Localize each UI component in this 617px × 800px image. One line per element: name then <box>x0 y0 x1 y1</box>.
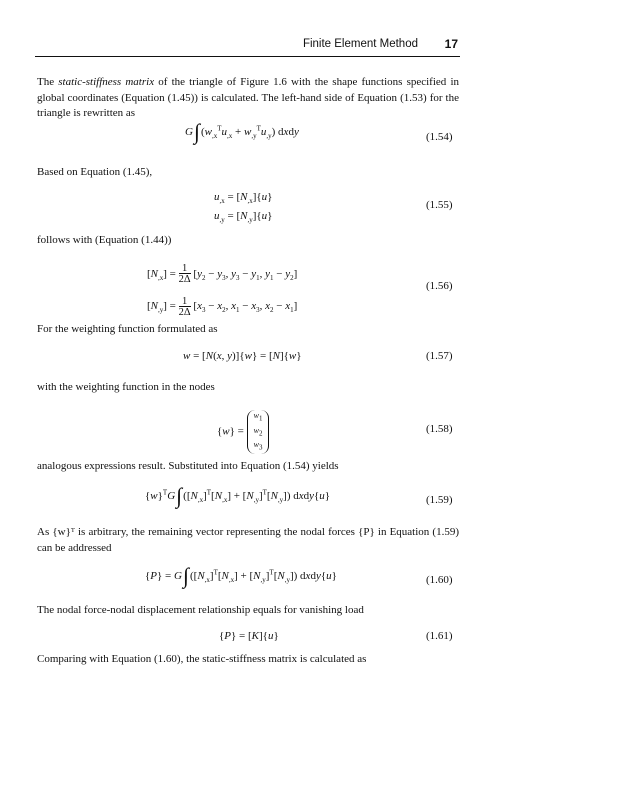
equation-number-1-56: (1.56) <box>426 280 453 292</box>
equation-number-1-58: (1.58) <box>426 423 453 435</box>
paragraph-force-displacement: The nodal force-nodal displacement relationship equals for vanishing load <box>37 604 364 616</box>
equation-1-56: $[N_{,x}] = \frac{1}{2\Delta} [y_2 - y_3$, $y_3 - y_1$, $y_1 - y_2$] $[N_{,y}] = \frac{1}{2\Delta} [x_3 - x_2$, $x_1 - x_3$, $x_2 - x_1$] <box>147 263 298 318</box>
paragraph-analogous: analogous expressions result. Substituted into Equation (1.54) yields <box>37 460 339 472</box>
equation-1-61: {P} = [K]{u} <box>219 630 279 642</box>
equation-number-1-60: (1.60) <box>426 574 453 586</box>
equation-1-55: $u_{,x} = [N_{,x}]\{u\}$ $u_{,y} = [N_{,y}]\{u\}$ <box>214 191 273 225</box>
equation-number-1-55: (1.55) <box>426 199 453 211</box>
header-title: Finite Element Method <box>302 38 418 50</box>
equation-1-54: $G\int(w_{,x}^Tu_{,x} + w_{,y}^Tu_{,y})$ dxdy <box>185 119 299 144</box>
paragraph-follows-with: follows with (Equation (1.44)) <box>37 234 172 246</box>
equation-number-1-61: (1.61) <box>426 630 453 642</box>
paragraph-arbitrary: As {w}ᵀ is arbitrary, the remaining vector representing the nodal forces {P} in Equation (1.59) can be addressed <box>37 526 459 554</box>
page-number: 17 <box>444 37 458 51</box>
paragraph-comparing: Comparing with Equation (1.60), the static-stiffness matrix is calculated as <box>37 653 367 665</box>
equation-number-1-57: (1.57) <box>426 350 453 362</box>
paragraph-nodes: with the weighting function in the nodes <box>37 381 215 393</box>
equation-number-1-59: (1.59) <box>426 494 453 506</box>
running-header <box>35 36 460 57</box>
paragraph-weighting-function: For the weighting function formulated as <box>37 323 218 335</box>
equation-1-58: $\{w\} = w_1$ $w_2$ $w_3$ <box>217 410 269 454</box>
intro-post: of the triangle of Figure 1.6 with the shape functions specified in global coordinates (Equation (1.45)) is calculated. The left-hand side of Equation (1.53) for the triangle is rewritten as <box>37 76 459 119</box>
equation-1-60: $\{P\} = G\int([N_{,x}]^T[N_{,x}] + [N_{,y}]^T[N_{,y}])$ dxdy{u} <box>145 563 337 588</box>
equation-1-57: w = [N(x, y)]{w} = [N]{w} <box>183 350 302 362</box>
intro-pre: The <box>37 76 59 88</box>
equation-number-1-54: (1.54) <box>426 131 453 143</box>
intro-term: static-stiffness matrix <box>58 76 155 88</box>
equation-1-59: $\{w\}^TG\int([N_{,x}]^T[N_{,x}] + [N_{,y}]^T[N_{,y}])$ dxdy{u} <box>145 483 331 508</box>
paragraph-based-on: Based on Equation (1.45), <box>37 166 153 178</box>
paragraph-intro <box>37 75 459 122</box>
